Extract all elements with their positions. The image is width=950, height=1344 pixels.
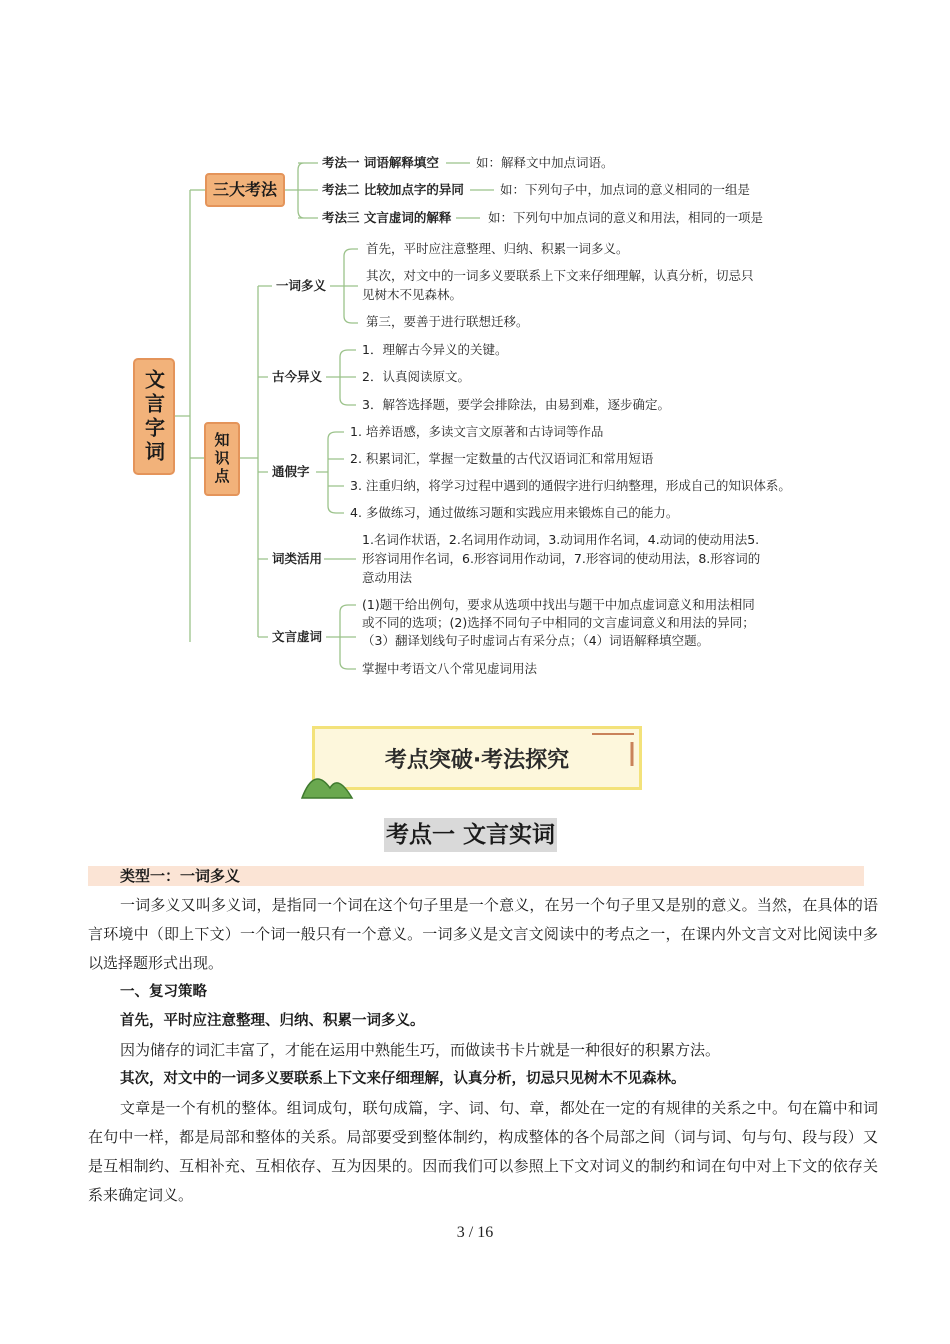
kaofa-2-name: 考法二 比较加点字的异同 <box>322 182 464 197</box>
group-cileihuoyong: 词类活用 <box>272 551 323 566</box>
group-0-line: 首先，平时应注意整理、归纳、积累一词多义。 <box>366 241 629 256</box>
strategy-second-detail: 文章是一个有机的整体。组词成句，联句成篇，字、词、句、章，都处在一定的有规律的关系之中。句在篇中和词在句中一样，都是局部和整体的关系。局部要受到整体制约，构成整体的各个局部之间（词与词、句与句、段与段）又是互相制约、互相补充、互相依存、互为因果的。因而我们可以参照上下文对词义的制约和词在句中对上下文的依存关系来确定词义。 <box>88 1099 878 1204</box>
strategy-second: 其次，对文中的一词多义要联系上下文来仔细理解，认真分析，切忌只见树木不见森林。 <box>120 1071 686 1087</box>
group-0-line: 第三，要善于进行联想迁移。 <box>366 314 529 329</box>
group-2-line: 2. 积累词汇，掌握一定数量的古代汉语词汇和常用短语 <box>350 451 654 466</box>
banner-corner-mark <box>590 728 636 768</box>
subheading-strategy: 一、复习策略 <box>120 984 207 1000</box>
branch-zhishidian <box>204 422 240 496</box>
section-title: 考点一 文言实词 <box>384 818 557 852</box>
banner-title: 考点突破·考法探究 <box>384 748 570 773</box>
group-tongjiazi: 通假字 <box>272 464 310 479</box>
type-heading: 类型一：一词多义 <box>120 867 241 885</box>
kaofa-3-desc: 如：下列句中加点词的意义和用法，相同的一项是 <box>488 210 764 225</box>
group-4-line: （3）翻译划线句子时虚词占有采分点；（4）词语解释填空题。 <box>362 633 710 648</box>
branch-zhishidian-label: 知识点 <box>212 432 231 486</box>
group-0-line: 其次，对文中的一词多义要联系上下文来仔细理解，认真分析，切忌只 <box>366 268 754 283</box>
group-1-line: 2．认真阅读原文。 <box>362 369 470 384</box>
group-2-line: 1. 培养语感，多读文言文原著和古诗词等作品 <box>350 424 604 439</box>
group-1-line: 1．理解古今异义的关键。 <box>362 342 508 357</box>
mountain-icon <box>300 768 356 800</box>
group-2-line: 3. 注重归纳，将学习过程中遇到的通假字进行归纳整理，形成自己的知识体系。 <box>350 478 791 493</box>
group-2-line: 4. 多做练习，通过做练习题和实践应用来锻炼自己的能力。 <box>350 505 679 520</box>
group-wenyanxuci: 文言虚词 <box>272 629 323 644</box>
strategy-first: 首先，平时应注意整理、归纳、积累一词多义。 <box>120 1013 425 1029</box>
paragraph-intro: 一词多义又叫多义词，是指同一个词在这个句子里是一个意义，在另一个句子里又是别的意义。当然，在具体的语言环境中（即上下文）一个词一般只有一个意义。一词多义是文言文阅读中的考点之一，在课内外文言文对比阅读中多以选择题形式出现。 <box>88 896 878 972</box>
kaofa-3-name: 考法三 文言虚词的解释 <box>322 210 452 225</box>
mindmap-root-label: 文言字词 <box>141 368 166 465</box>
group-4-line: (1)题干给出例句，要求从选项中找出与题干中加点虚词意义和用法相同 <box>362 597 755 612</box>
group-3-line: 意动用法 <box>362 570 413 585</box>
kaofa-1-desc: 如：解释文中加点词语。 <box>476 155 614 170</box>
kaofa-2-desc: 如：下列句子中，加点词的意义相同的一组是 <box>500 182 751 197</box>
page-number: 3 / 16 <box>456 1224 494 1241</box>
group-4-line: 掌握中考语文八个常见虚词用法 <box>362 661 538 676</box>
group-gujinyiyi: 古今异义 <box>272 369 323 384</box>
group-1-line: 3．解答选择题，要学会排除法，由易到难，逐步确定。 <box>362 397 670 412</box>
kaofa-1-name: 考法一 词语解释填空 <box>322 155 439 170</box>
group-3-line: 1.名词作状语，2.名词用作动词，3.动词用作名词，4.动词的使动用法5. <box>362 532 760 547</box>
group-0-line: 见树木不见森林。 <box>362 287 463 302</box>
type-heading-bar <box>88 866 864 886</box>
strategy-first-detail: 因为储存的词汇丰富了，才能在运用中熟能生巧，而做读书卡片就是一种很好的积累方法。 <box>120 1041 721 1059</box>
mindmap-root <box>133 358 175 475</box>
group-3-line: 形容词用作名词，6.形容词用作动词，7.形容词的使动用法，8.形容词的 <box>362 551 761 566</box>
branch-sandakaofa: 三大考法 <box>205 173 285 207</box>
group-yicidyuoyi: 一词多义 <box>276 278 327 293</box>
group-4-line: 或不同的选项；(2)选择不同句子中相同的文言虚词意义和用法的异同； <box>362 615 755 630</box>
